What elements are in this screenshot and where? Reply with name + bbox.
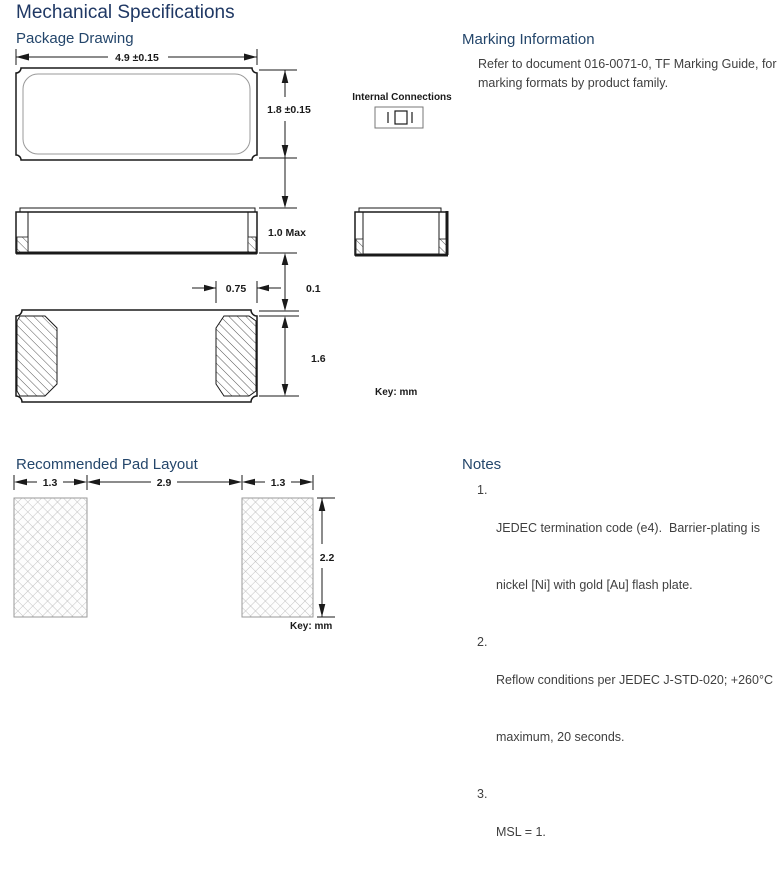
package-bottom-view [16,310,257,402]
package-end-view [355,208,448,255]
note-text: MSL = 1. [496,825,546,839]
page-title: Mechanical Specifications [16,2,235,23]
dim-label-pad-height: 1.6 [311,353,326,365]
note-item [477,785,760,880]
pad-layout-key: Key: mm [290,621,333,632]
package-drawing [8,45,460,410]
package-top-view [16,68,257,160]
right-pad [242,498,313,617]
pad-layout-pads [14,498,313,617]
dim-label-thickness: 1.0 Max [268,227,306,239]
dim-label-pad-gap: 2.9 [156,477,172,489]
pad-layout-heading: Recommended Pad Layout [16,456,198,473]
dim-pad-width [192,281,281,303]
dim-thickness [259,158,306,299]
dim-label-pad-offset: 0.1 [306,283,321,295]
dim-pad-layout-horizontal [14,475,313,490]
dim-body-height [259,70,311,158]
note-number: 3. [477,787,488,801]
marking-line: Refer to document 016-0071-0, TF Marking Guide, for [478,57,777,71]
note-item [477,633,773,785]
package-drawing-key: Key: mm [375,387,418,398]
dim-pad-height [259,328,326,396]
internal-connections-label: Internal Connections [352,92,452,103]
pad-layout-drawing [8,472,348,637]
marking-heading: Marking Information [462,31,595,48]
marking-paragraph [478,55,777,92]
package-drawing-heading: Package Drawing [16,30,134,47]
dim-pad-layout-height [317,498,335,617]
note-text: Reflow conditions per JEDEC J-STD-020; +260°C maximum, 20 seconds. [496,673,773,744]
dim-label-body-height: 1.8 ±0.15 [267,104,311,116]
dim-label-left-pad-width: 1.3 [42,477,58,489]
dim-label-pad-width: 0.75 [225,283,247,295]
note-text: JEDEC termination code (e4). Barrier-plating is nickel [Ni] with gold [Au] flash plate. [496,521,760,592]
dim-label-body-width: 4.9 ±0.15 [115,52,159,64]
package-side-view [16,208,257,253]
marking-line: marking formats by product family. [478,75,669,90]
internal-connections-diagram [352,92,452,128]
note-number: 2. [477,635,488,649]
dim-label-pad-layout-height: 2.2 [319,552,335,564]
left-pad [14,498,87,617]
dim-label-right-pad-width: 1.3 [270,477,286,489]
notes-heading: Notes [462,456,502,473]
dim-body-width [16,49,257,65]
notes-list [477,481,773,880]
note-item [477,481,760,633]
note-number: 1. [477,483,488,497]
